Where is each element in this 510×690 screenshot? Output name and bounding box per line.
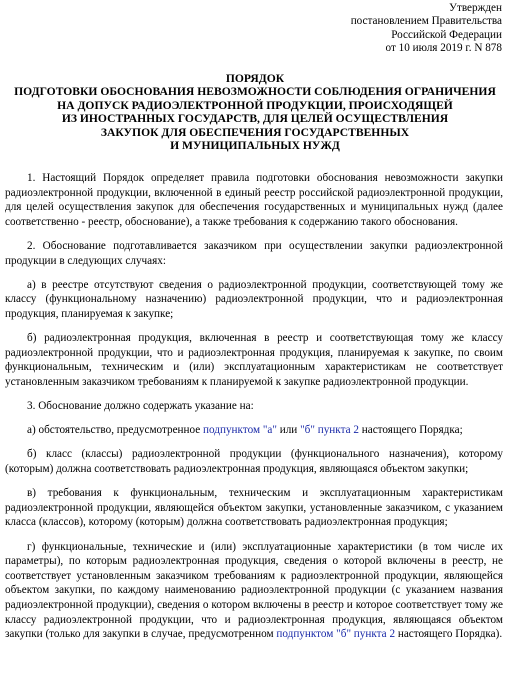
paragraph-3b: б) класс (классы) радиоэлектронной продукции (функционального назначения), которому (которым) должна соответствовать радиоэлектронная продукция, являющаяся объектом закупки; [5,448,503,476]
title-line: НА ДОПУСК РАДИОЭЛЕКТРОННОЙ ПРОДУКЦИИ, ПРОИСХОДЯЩЕЙ [57,98,453,112]
paragraph-3a-text: а) обстоятельство, предусмотренное [27,424,204,437]
title-line: ЗАКУПОК ДЛЯ ОБЕСПЕЧЕНИЯ ГОСУДАРСТВЕННЫХ [100,125,410,139]
approval-date: от 10 июля 2019 г. N 878 [385,41,502,54]
title-line: ИЗ ИНОСТРАННЫХ ГОСУДАРСТВ, ДЛЯ ЦЕЛЕЙ ОСУЩЕСТВЛЕНИЯ [61,112,449,126]
subpoint-a-link[interactable]: подпунктом "а" [203,424,277,437]
paragraph-3d [5,540,503,642]
subpoint-b-point-2-link[interactable]: подпунктом "б" пункта 2 [276,628,396,641]
approval-stamp [351,2,502,55]
paragraph-1: 1. Настоящий Порядок определяет правила подготовки обоснования невозможности закупки радиоэлектронной продукции, включенной в единый реестр российской радиоэлектронной продукции, для целей осуществления закупок для обеспечения государственных и муниципальных нужд (далее соответственно - реестр, обоснование), а также требования к содержанию такого обоснования. [5,172,503,228]
title-line: И МУНИЦИПАЛЬНЫХ НУЖД [170,139,340,153]
document-title [0,72,510,152]
paragraph-2b: б) радиоэлектронная продукция, включенная в реестр и соответствующая тому же классу радиоэлектронной продукции, что и радиоэлектронная продукция, планируемая к закупке, по своим функциональным, техническим и (или) эксплуатационным характеристикам не соответствует установленным заказчиком требованиям к планируемой к закупке радиоэлектронной продукции. [5,332,503,388]
title-line: ПОРЯДОК [225,72,285,85]
approval-line: Российской Федерации [391,28,502,41]
approval-line: постановлением Правительства [350,15,502,28]
paragraph-3a-text: настоящего Порядка; [358,424,463,437]
paragraph-3d-text: настоящего Порядка). [395,628,503,641]
paragraph-3a-text: или [276,424,301,437]
paragraph-3c: в) требования к функциональным, техническим и эксплуатационным характеристикам радиоэлектронной продукции, являющейся объектом закупки, установленные заказчиком, с указанием класса (классов), которому (которым) должна соответствовать радиоэлектронная продукция; [5,487,503,529]
subpoint-b-point-2-link[interactable]: "б" пункта 2 [300,424,359,437]
approval-line: Утвержден [449,2,502,14]
paragraph-2a: а) в реестре отсутствуют сведения о радиоэлектронной продукции, соответствующей тому же классу (функциональному назначению) радиоэлектронной продукции, что и радиоэлектронная продукция, планируемая к закупке; [5,278,503,320]
paragraph-3d-text: г) функциональные, технические и (или) эксплуатационные характеристики (в том числе их параметры), по которым радиоэлектронная продукция, сведения о которой включены в реестр, не соответствует установленным заказчиком требованиям к радиоэлектронной продукции, являющейся объектом закупки, по каждому наименованию радиоэлектронной продукции (с указанием названия радиоэлектронной продукции), сведения о котором включены в реестр и которое соответствует тому же классу радиоэлектронной продукции, что и радиоэлектронная продукция, являющаяся объектом закупки (только для закупки в случае, предусмотренном [5,540,503,641]
paragraph-3: 3. Обоснование должно содержать указание на: [27,400,254,413]
title-line: ПОДГОТОВКИ ОБОСНОВАНИЯ НЕВОЗМОЖНОСТИ СОБЛЮДЕНИЯ ОГРАНИЧЕНИЯ [14,85,496,99]
paragraph-3a [5,423,503,438]
document-body [5,171,503,651]
paragraph-2: 2. Обоснование подготавливается заказчиком при осуществлении закупки радиоэлектронной продукции в следующих случаях: [5,239,503,267]
